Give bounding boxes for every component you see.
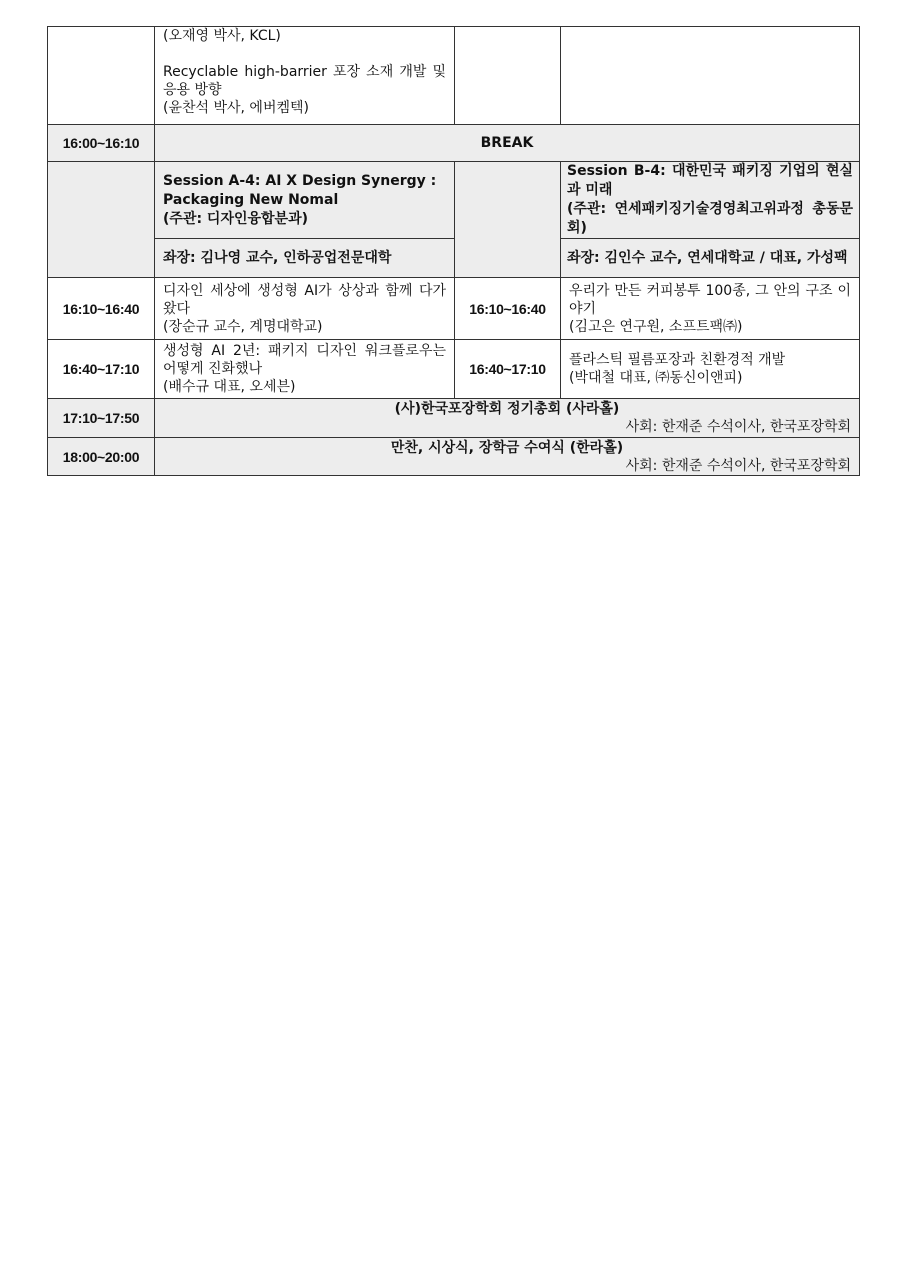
session-b-header <box>561 162 860 239</box>
session-a-cell <box>155 340 455 399</box>
speaker-line: (박대철 대표, ㈜동신이앤피) <box>569 370 743 386</box>
general-meeting-row <box>48 399 860 438</box>
talk-time: 16:10~16:40 <box>48 278 155 340</box>
time-cell-empty <box>455 162 561 278</box>
session-b-host: (주관: 연세패키징기술경영최고위과정 총동문회) <box>567 201 853 236</box>
talk-time: 16:10~16:40 <box>455 278 561 340</box>
time-cell-empty <box>455 27 561 125</box>
session-b-chair: 좌장: 김인수 교수, 연세대학교 / 대표, 가성팩 <box>561 239 860 278</box>
break-time: 16:00~16:10 <box>48 125 155 162</box>
talk-title: 생성형 AI 2년: 패키지 디자인 워크플로우는 어떻게 진화했나 <box>163 343 446 377</box>
talk-title: 플라스틱 필름포장과 친환경적 개발 <box>569 352 786 368</box>
session-a-cell <box>155 27 455 125</box>
talk-time: 16:40~17:10 <box>48 340 155 399</box>
talk-title: 우리가 만든 커피봉투 100종, 그 안의 구조 이야기 <box>569 282 851 317</box>
dinner-cell <box>155 438 860 476</box>
time-cell-empty <box>48 162 155 278</box>
break-label: BREAK <box>155 125 860 162</box>
speaker-line: (장순규 교수, 계명대학교) <box>163 318 323 335</box>
dinner-row <box>48 438 860 476</box>
table-row <box>48 340 860 399</box>
talk-title: 디자인 세상에 생성형 AI가 상상과 함께 다가왔다 <box>163 282 446 317</box>
speaker-line: (오재영 박사, KCL) <box>163 28 281 44</box>
general-meeting-cell <box>155 399 860 438</box>
moderator-line: 사회: 한재준 수석이사, 한국포장학회 <box>625 419 851 435</box>
session-b-title: Session B-4: 대한민국 패키징 기업의 현실과 미래 <box>567 163 853 198</box>
session-a-header <box>155 162 455 239</box>
general-meeting-time: 17:10~17:50 <box>48 399 155 438</box>
session-b-cell <box>561 278 860 340</box>
spacer <box>163 45 446 63</box>
session-a-host: (주관: 디자인융합분과) <box>163 210 308 227</box>
schedule-table <box>47 26 860 476</box>
time-cell-empty <box>48 27 155 125</box>
session-b-cell <box>561 340 860 399</box>
general-meeting-title: (사)한국포장학회 정기총회 (사라홀) <box>394 401 620 417</box>
speaker-line: (배수규 대표, 오세븐) <box>163 379 296 395</box>
session-header-row <box>48 162 860 239</box>
table-row <box>48 278 860 340</box>
talk-time: 16:40~17:10 <box>455 340 561 399</box>
moderator-line: 사회: 한재준 수석이사, 한국포장학회 <box>625 457 851 474</box>
session-b-cell <box>561 27 860 125</box>
table-row <box>48 27 860 125</box>
talk-title: Recyclable high-barrier 포장 소재 개발 및 응용 방향 <box>163 64 446 98</box>
session-a-cell <box>155 278 455 340</box>
dinner-title: 만찬, 시상식, 장학금 수여식 (한라홀) <box>390 439 624 456</box>
speaker-line: (윤찬석 박사, 에버켐텍) <box>163 100 309 116</box>
speaker-line: (김고은 연구원, 소프트팩㈜) <box>569 318 743 335</box>
break-row <box>48 125 860 162</box>
session-chair-row <box>48 239 860 278</box>
session-a-title: Session A-4: AI X Design Synergy : Packaging New Nomal <box>163 172 437 208</box>
session-a-chair: 좌장: 김나영 교수, 인하공업전문대학 <box>155 239 455 278</box>
dinner-time: 18:00~20:00 <box>48 438 155 476</box>
